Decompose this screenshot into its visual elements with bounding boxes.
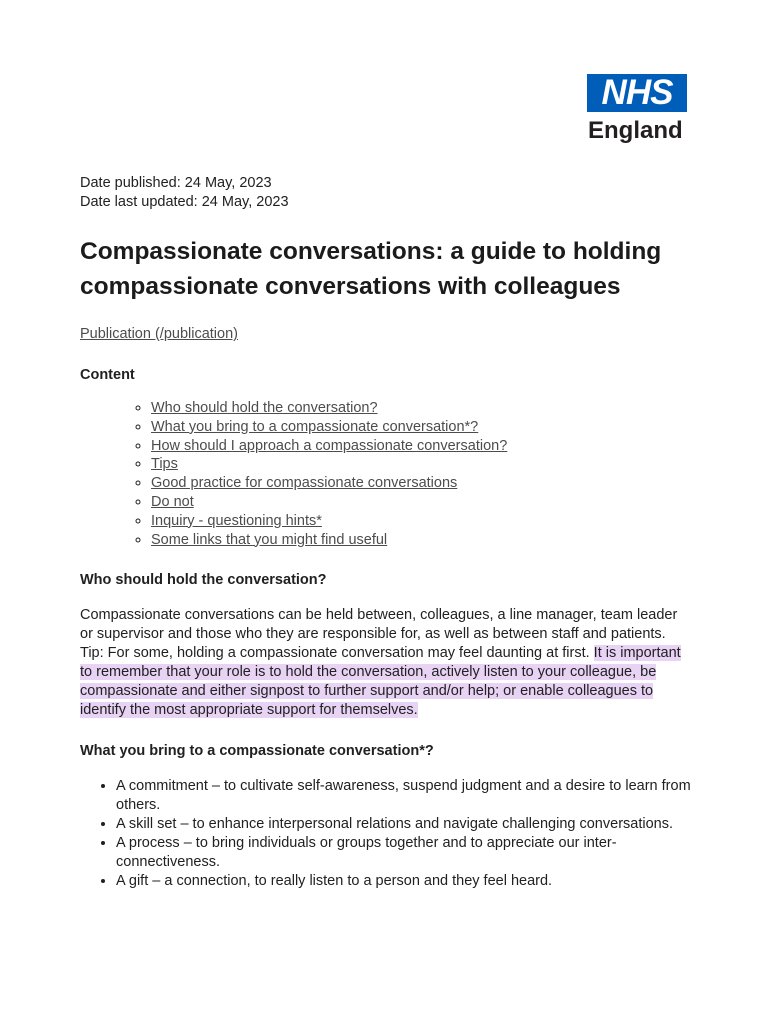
toc-item <box>151 512 692 531</box>
breadcrumb-publication-link[interactable]: Publication (/publication) <box>80 326 238 342</box>
list-item: • A skill set – to enhance interpersonal relations and navigate challenging conversations. <box>116 815 692 834</box>
toc-link-useful-links[interactable]: Some links that you might find useful <box>151 531 388 548</box>
toc-link-who-should-hold[interactable]: Who should hold the conversation? <box>151 400 378 416</box>
section-heading-what-you-bring: What you bring to a compassionate conversation*? <box>80 743 434 760</box>
breadcrumb <box>80 325 692 344</box>
toc-item <box>151 418 692 437</box>
bring-list <box>80 777 692 891</box>
nhs-england-logo <box>587 74 691 145</box>
logo-region: England <box>588 117 683 144</box>
page-title: Compassionate conversations: a guide to holding compassionate conversations with colleagues <box>80 238 662 300</box>
toc-link-tips[interactable]: Tips <box>151 456 178 473</box>
section-paragraph <box>80 606 692 720</box>
highlighted-text: It is important to remember that your role is to hold the conversation, actively listen to your colleague, be compassionate and either signpost to further support and/or help; or enable colleagues to identify the most appropriate support for themselves. <box>80 645 681 719</box>
toc-item <box>151 493 692 512</box>
toc-item <box>151 399 692 418</box>
toc-item <box>151 531 692 550</box>
list-item: • A commitment – to cultivate self-awareness, suspend judgment and a desire to learn from others. <box>116 777 692 815</box>
toc-item <box>151 437 692 456</box>
section-heading-who-should-hold: Who should hold the conversation? <box>80 572 327 589</box>
nhs-logo-mark: NHS <box>587 74 687 112</box>
toc-item <box>151 474 692 493</box>
toc-item <box>151 455 692 474</box>
toc-heading: Content <box>80 367 135 383</box>
toc-link-inquiry[interactable]: Inquiry - questioning hints* <box>151 512 322 529</box>
main-content <box>80 174 692 891</box>
paragraph-text: Compassionate conversations can be held between, colleagues, a line manager, team leader or supervisor and those who they are responsible for, as well as between staff and patients. Tip: For some, holding a compassionate conversation may feel daunting at first. <box>80 607 678 662</box>
list-item: • A process – to bring individuals or groups together and to appreciate our inter-connectiveness. <box>116 834 692 872</box>
toc-link-what-you-bring[interactable]: What you bring to a compassionate conversation*? <box>151 418 479 435</box>
toc-link-do-not[interactable]: Do not <box>151 493 194 510</box>
list-item: • A gift – a connection, to really listen to a person and they feel heard. <box>116 872 692 891</box>
date-published: Date published: 24 May, 2023 <box>80 175 272 191</box>
table-of-contents <box>80 399 692 549</box>
date-updated: Date last updated: 24 May, 2023 <box>80 194 289 210</box>
toc-link-how-approach[interactable]: How should I approach a compassionate conversation? <box>151 437 508 454</box>
toc-link-good-practice[interactable]: Good practice for compassionate conversations <box>151 475 458 492</box>
